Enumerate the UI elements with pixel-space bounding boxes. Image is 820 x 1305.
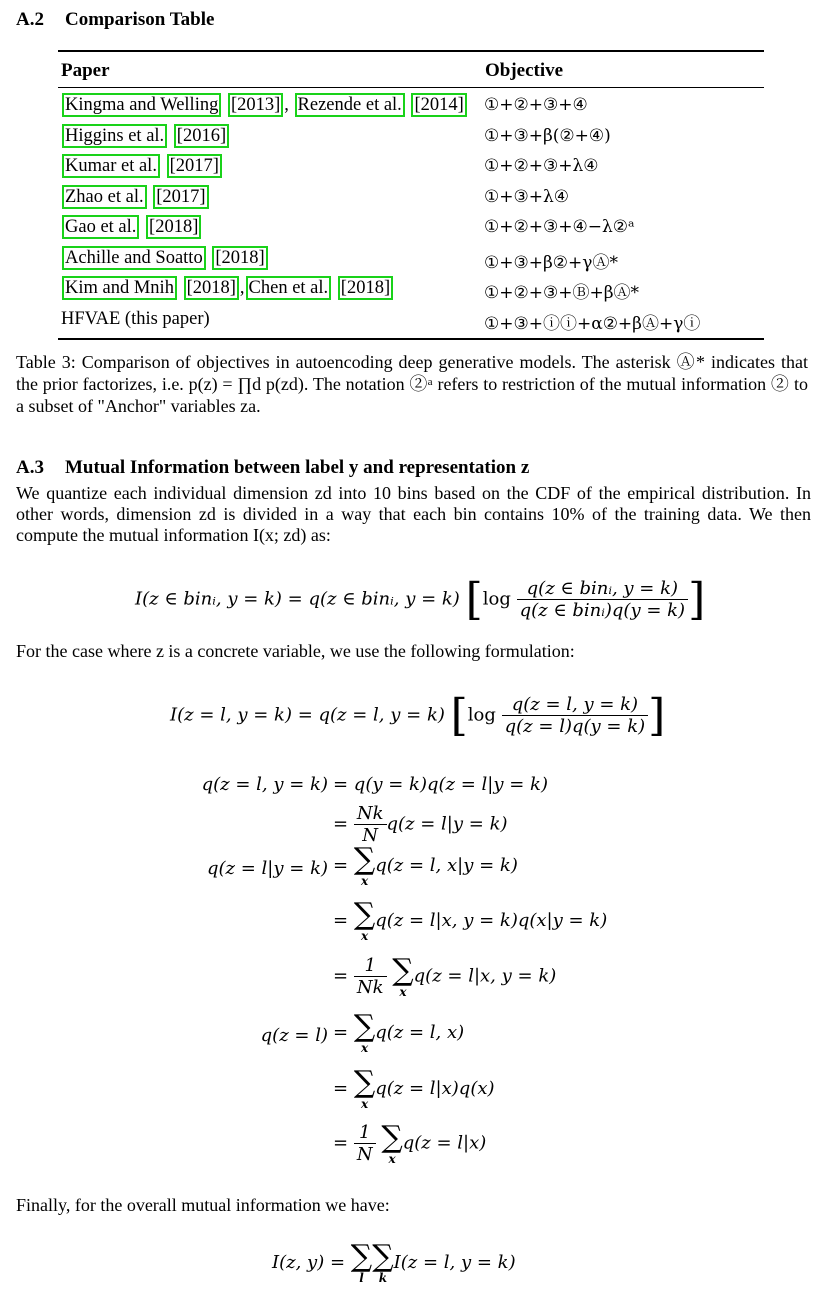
line6-lhs: q(z = l)	[260, 1025, 328, 1046]
line8	[333, 1119, 487, 1166]
log-fn: log	[467, 704, 496, 726]
sum-index: k	[378, 1271, 388, 1285]
citation-link[interactable]: [2017]	[153, 185, 208, 209]
paper-text	[207, 248, 212, 268]
objective-cell: ①+②+③+λ④	[484, 156, 599, 176]
paper-text	[161, 156, 166, 176]
line2	[333, 803, 508, 846]
right-bracket: ]	[648, 690, 666, 741]
denominator: Nk	[356, 977, 384, 998]
objective-cell: ①+③+β(②+④)	[484, 125, 611, 146]
citation-link[interactable]: [2018]	[184, 276, 239, 300]
sum-index: x	[388, 1151, 396, 1166]
left-bracket: [	[450, 690, 468, 741]
paper-text	[168, 126, 173, 146]
sum-index: l	[359, 1271, 364, 1285]
objective-cell: ①+③+β②+γⒶ*	[484, 252, 618, 273]
table-header-rule	[58, 87, 764, 88]
term: q(z = l|y = k)	[386, 813, 508, 835]
line4	[333, 897, 608, 943]
sum-index: x	[399, 984, 407, 999]
fraction	[502, 694, 649, 737]
term: q(z = l|x)	[402, 1132, 487, 1154]
citation-link[interactable]: Gao et al.	[62, 215, 139, 239]
line5	[333, 952, 557, 999]
numerator: Nk	[354, 803, 387, 825]
paper-text	[140, 217, 145, 237]
paper-text	[406, 95, 411, 115]
paper-cell	[61, 95, 468, 116]
denominator: q(z ∈ binᵢ)q(y = k)	[519, 600, 686, 621]
paper-text: ,	[284, 95, 294, 115]
table-caption: Table 3: Comparison of objectives in autoencoding deep generative models. The asterisk Ⓐ* indicates that the prior factorizes, i.e. p(z) = ∏d p(zd). The notation ②ᵃ refers to restriction of the mutual information ② to a subset of "Anchor" variables za.	[16, 352, 808, 416]
citation-link[interactable]: [2018]	[212, 246, 267, 270]
numerator: 1	[354, 955, 387, 977]
equation-mi-bin	[135, 574, 705, 625]
table-top-rule	[58, 50, 764, 52]
section-a2-heading	[16, 9, 214, 31]
log-fn: log	[482, 588, 511, 610]
paper-cell	[61, 126, 230, 147]
sum-symbol: ∑ x	[392, 952, 414, 999]
numerator: q(z ∈ binᵢ, y = k)	[517, 578, 688, 600]
equals: =	[333, 910, 349, 931]
table-row	[58, 275, 764, 305]
line1-rhs: = q(y = k)q(z = l|y = k)	[333, 774, 548, 795]
citation-link[interactable]: Kingma and Welling	[62, 93, 221, 117]
paper-text: ,	[239, 278, 245, 298]
header-paper: Paper	[61, 60, 110, 81]
sum-symbol: ∑ l	[350, 1239, 373, 1285]
line3-lhs: q(z = l|y = k)	[207, 858, 328, 879]
citation-link[interactable]: [2018]	[146, 215, 201, 239]
citation-link[interactable]: Kim and Mnih	[62, 276, 177, 300]
section-title: Comparison Table	[65, 9, 215, 30]
eq-lhs: I(z ∈ binᵢ, y = k) = q(z ∈ binᵢ, y = k)	[135, 588, 460, 610]
paper-cell	[61, 248, 269, 269]
section-number: A.3	[16, 457, 44, 478]
term: q(z = l|x, y = k)q(x|y = k)	[375, 910, 608, 931]
citation-link[interactable]: [2016]	[174, 124, 229, 148]
paragraph-concrete: For the case where z is a concrete variable, we use the following formulation:	[16, 641, 575, 661]
line7	[333, 1065, 495, 1111]
fraction	[517, 578, 688, 621]
sum-symbol: ∑ x	[381, 1119, 403, 1166]
table-row	[58, 245, 764, 275]
table-bottom-rule	[58, 338, 764, 340]
eq-lhs: I(z = l, y = k) = q(z = l, y = k)	[170, 704, 445, 726]
equation-mi-concrete	[170, 690, 665, 741]
eq-lhs: I(z, y) =	[272, 1252, 346, 1273]
paper-cell	[61, 309, 210, 330]
fraction	[354, 955, 387, 998]
paper-cell	[61, 217, 202, 238]
citation-link[interactable]: Higgins et al.	[62, 124, 167, 148]
objective-cell: ①+③+λ④	[484, 186, 569, 207]
numerator: q(z = l, y = k)	[502, 694, 649, 716]
sum-index: x	[360, 874, 369, 888]
citation-link[interactable]: [2013]	[228, 93, 283, 117]
paper-cell	[61, 187, 210, 208]
equals: =	[333, 813, 349, 835]
denominator: q(z = l)q(y = k)	[504, 716, 646, 737]
term: q(z = l, x|y = k)	[375, 855, 518, 876]
term: q(z = l|x, y = k)	[413, 965, 557, 987]
paper-cell	[61, 156, 223, 177]
sum-symbol: ∑ k	[372, 1239, 394, 1285]
sum-symbol: ∑ x	[353, 1009, 376, 1055]
sum-symbol: ∑ x	[353, 842, 376, 888]
sum-index: x	[360, 1041, 369, 1055]
denominator: N	[362, 825, 379, 846]
citation-link[interactable]: Rezende et al.	[295, 93, 405, 117]
section-number: A.2	[16, 9, 44, 30]
equals: =	[333, 1078, 349, 1099]
paper-text	[222, 95, 227, 115]
citation-link[interactable]: [2018]	[338, 276, 393, 300]
paragraph-quantize: We quantize each individual dimension zd into 10 bins based on the CDF of the empirical distribution. In other words, dimension zd is divided in a way that each bin contains 10% of the training data. We then compute the mutual information I(x; zd) as:	[16, 483, 811, 545]
paragraph-overall: Finally, for the overall mutual information we have:	[16, 1195, 390, 1215]
table-row	[58, 306, 764, 336]
equation-overall-mi	[272, 1239, 516, 1285]
paper-cell	[61, 278, 394, 299]
paper-text	[332, 278, 337, 298]
eq-rhs: I(z = l, y = k)	[393, 1252, 516, 1273]
line3-rhs	[333, 842, 518, 888]
citation-link[interactable]: Achille and Soatto	[62, 246, 206, 270]
term: q(z = l|x)q(x)	[375, 1078, 495, 1099]
equals: =	[333, 855, 349, 876]
paper-text	[148, 187, 153, 207]
table-row	[58, 214, 764, 244]
denominator: N	[356, 1144, 373, 1165]
left-bracket: [	[465, 574, 483, 625]
sum-symbol: ∑ x	[353, 1065, 376, 1111]
objective-cell: ①+③+ⓘⓘ+α②+βⒶ+γⓘ	[484, 313, 701, 334]
citation-link[interactable]: Chen et al.	[246, 276, 332, 300]
equals: =	[333, 1022, 349, 1043]
line1-lhs: q(z = l, y = k)	[201, 774, 328, 795]
table-row	[58, 123, 764, 153]
header-objective: Objective	[485, 60, 564, 81]
right-bracket: ]	[688, 574, 706, 625]
table-row	[58, 153, 764, 183]
term: q(z = l, x)	[375, 1022, 465, 1043]
citation-link[interactable]: Zhao et al.	[62, 185, 147, 209]
citation-link[interactable]: [2014]	[411, 93, 466, 117]
fraction	[354, 803, 387, 846]
sum-index: x	[360, 1097, 369, 1111]
section-title: Mutual Information between label y and representation z	[65, 457, 530, 478]
objective-cell: ①+②+③+④−λ②ᵃ	[484, 217, 635, 237]
citation-link[interactable]: Kumar et al.	[62, 154, 160, 178]
table-row	[58, 184, 764, 214]
equals: =	[333, 965, 349, 987]
citation-link[interactable]: [2017]	[167, 154, 222, 178]
fraction	[354, 1122, 376, 1165]
table-row	[58, 92, 764, 122]
equals: =	[333, 1132, 349, 1154]
paper-text	[178, 278, 183, 298]
paper-text: HFVAE (this paper)	[61, 308, 210, 329]
line6-rhs	[333, 1009, 465, 1055]
objective-cell: ①+②+③+Ⓑ+βⒶ*	[484, 283, 640, 303]
section-a3-heading	[16, 457, 529, 479]
objective-cell: ①+②+③+④	[484, 95, 588, 115]
sum-symbol: ∑ x	[353, 897, 376, 943]
sum-index: x	[360, 929, 369, 943]
numerator: 1	[354, 1122, 376, 1144]
